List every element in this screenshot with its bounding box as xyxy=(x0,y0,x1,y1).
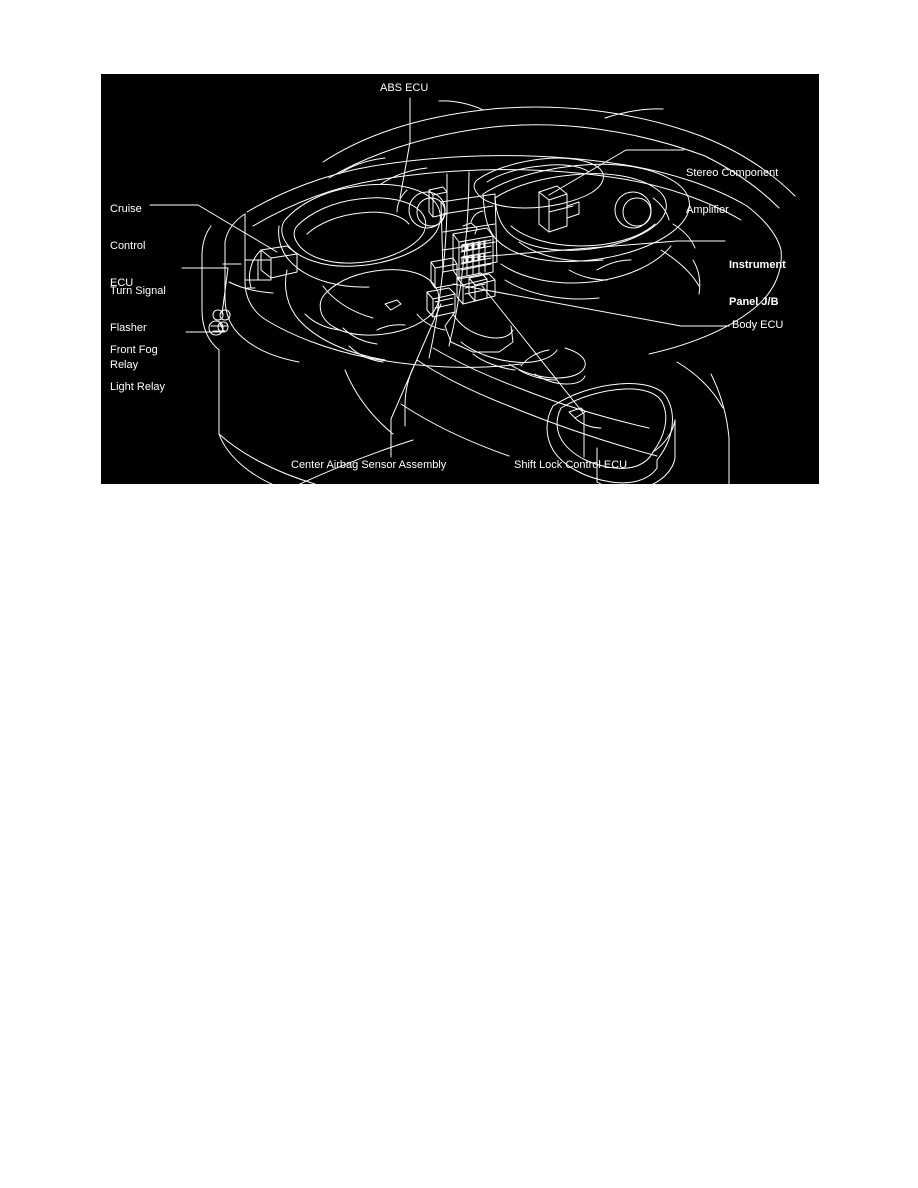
leader-shift-lock-ecu xyxy=(482,286,584,457)
instrument-panel-illustration xyxy=(101,74,819,484)
amplifier-connector-box xyxy=(539,186,579,232)
label-line: Control xyxy=(110,240,146,253)
label-line: Stereo Component xyxy=(686,167,779,180)
label-line: Light Relay xyxy=(110,381,166,394)
air-vents xyxy=(397,158,669,228)
leader-lines xyxy=(150,98,729,457)
leader-cruise-control-ecu xyxy=(150,205,277,252)
label-line: ECU xyxy=(110,276,134,289)
label-abs-ecu: ABS ECU xyxy=(380,82,429,94)
leader-abs-ecu xyxy=(400,98,410,198)
instrument-cluster xyxy=(279,184,441,287)
label-line: Flasher xyxy=(110,322,147,335)
leader-instrument-panel-jb xyxy=(465,241,725,258)
label-shift-lock-control-ecu: Shift Lock Control ECU xyxy=(514,459,628,471)
label-line: Instrument xyxy=(729,259,786,272)
label-body-ecu: Body ECU xyxy=(732,319,784,331)
label-line: Front Fog xyxy=(110,344,158,357)
label-line: Cruise xyxy=(110,203,142,216)
lower-dash-panels xyxy=(223,250,439,360)
label-line: Turn Signal xyxy=(110,285,166,298)
figure-panel xyxy=(101,74,819,484)
label-line: Amplifier xyxy=(686,204,729,217)
leader-turn-signal-relay xyxy=(182,268,228,314)
label-front-fog-light-relay xyxy=(110,320,165,418)
cruise-control-ecu-box xyxy=(261,246,297,278)
center-airbag-sensor-assembly xyxy=(427,288,455,317)
leader-body-ecu xyxy=(453,284,729,326)
label-instrument-panel-jb xyxy=(729,235,786,333)
label-center-airbag-sensor-assembly: Center Airbag Sensor Assembly xyxy=(291,459,447,471)
label-line: Relay xyxy=(110,358,139,371)
label-line: Panel J/B xyxy=(729,296,779,309)
label-stereo-component-amplifier xyxy=(686,143,778,241)
